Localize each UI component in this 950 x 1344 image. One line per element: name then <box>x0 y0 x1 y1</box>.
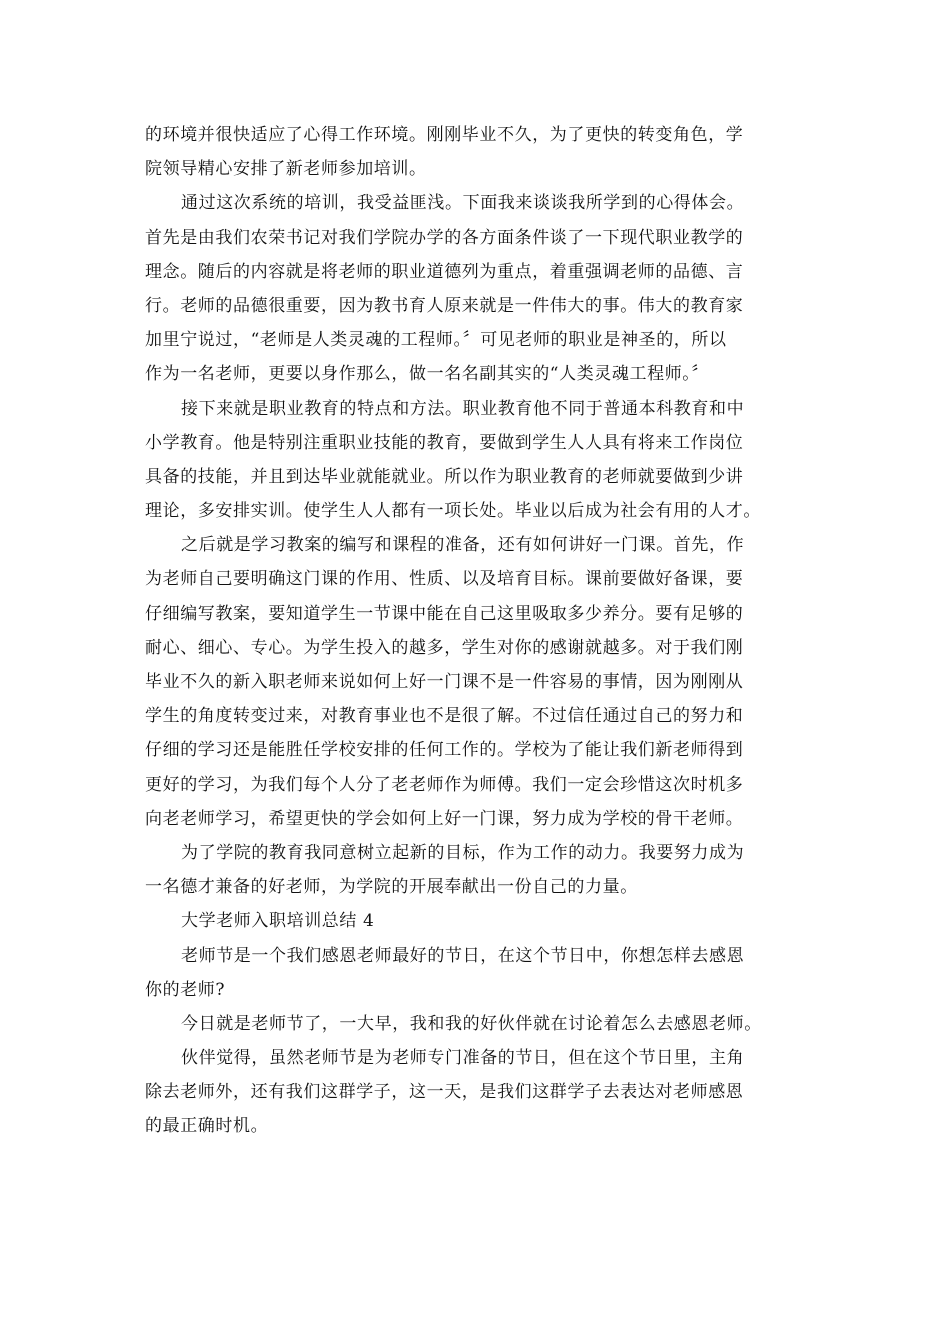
text-line: 为了学院的教育我同意树立起新的目标，作为工作的动力。我要努力成为 <box>181 842 745 863</box>
text-line: 小学教育。他是特别注重职业技能的教育，要做到学生人人具有将来工作岗位 <box>145 432 744 453</box>
text-line: 理念。随后的内容就是将老师的职业道德列为重点，着重强调老师的品德、言 <box>145 261 744 282</box>
text-line: 首先是由我们农荣书记对我们学院办学的各方面条件谈了一下现代职业教学的 <box>145 227 744 248</box>
text-line: 毕业不久的新入职老师来说如何上好一门课不是一件容易的事情，因为刚刚从 <box>145 672 744 692</box>
text-line: 接下来就是职业教育的特点和方法。职业教育他不同于普通本科教育和中 <box>181 398 745 419</box>
document-body <box>145 118 805 1144</box>
text-line: 的最正确时机。 <box>145 1116 269 1137</box>
text-line: 理论，多安排实训。使学生人人都有一项长处。毕业以后成为社会有用的人才。 <box>145 501 761 522</box>
text-line: 加里宁说过，“老师是人类灵魂的工程师。〞可见老师的职业是神圣的，所以 <box>145 330 727 351</box>
text-line: 老师节是一个我们感恩老师最好的节日，在这个节日中，你想怎样去感恩 <box>181 945 745 966</box>
text-line: 向老老师学习，希望更快的学会如何上好一门课，努力成为学校的骨干老师。 <box>145 808 744 829</box>
text-line: 你的老师? <box>145 979 226 1000</box>
text-line: 具备的技能，并且到达毕业就能就业。所以作为职业教育的老师就要做到少讲 <box>145 466 744 487</box>
text-line: 仔细编写教案，要知道学生一节课中能在自己这里吸取多少养分。要有足够的 <box>145 603 744 624</box>
text-line: 之后就是学习教案的编写和课程的准备，还有如何讲好一门课。首先，作 <box>181 535 745 556</box>
text-line: 通过这次系统的培训，我受益匪浅。下面我来谈谈我所学到的心得体会。 <box>181 193 745 214</box>
text-line: 院领导精心安排了新老师参加培训。 <box>145 159 427 180</box>
text-line: 的环境并很快适应了心得工作环境。刚刚毕业不久，为了更快的转变角色，学 <box>145 125 744 145</box>
text-line: 除去老师外，还有我们这群学子，这一天，是我们这群学子去表达对老师感恩 <box>145 1082 744 1103</box>
text-line: 更好的学习，为我们每个人分了老老师作为师傅。我们一定会珍惜这次时机多 <box>145 774 744 795</box>
text-line: 作为一名老师，更要以身作那么，做一名名副其实的“人类灵魂工程师。〞 <box>145 364 709 385</box>
text-line: 学生的角度转变过来，对教育事业也不是很了解。不过信任通过自己的努力和 <box>145 706 744 727</box>
text-line: 耐心、细心、专心。为学生投入的越多，学生对你的感谢就越多。对于我们刚 <box>145 637 744 658</box>
text-line: 伙伴觉得，虽然老师节是为老师专门准备的节日，但在这个节日里，主角 <box>181 1048 745 1069</box>
text-line: 为老师自己要明确这门课的作用、性质、以及培育目标。课前要做好备课，要 <box>145 569 744 590</box>
text-line: 一名德才兼备的好老师，为学院的开展奉献出一份自己的力量。 <box>145 877 638 898</box>
text-line: 今日就是老师节了，一大早，我和我的好伙伴就在讨论着怎么去感恩老师。 <box>181 1013 762 1034</box>
text-line: 大学老师入职培训总结 4 <box>181 911 375 932</box>
text-line: 仔细的学习还是能胜任学校安排的任何工作的。学校为了能让我们新老师得到 <box>145 740 744 761</box>
text-line: 行。老师的品德很重要，因为教书育人原来就是一件伟大的事。伟大的教育家 <box>145 295 744 316</box>
